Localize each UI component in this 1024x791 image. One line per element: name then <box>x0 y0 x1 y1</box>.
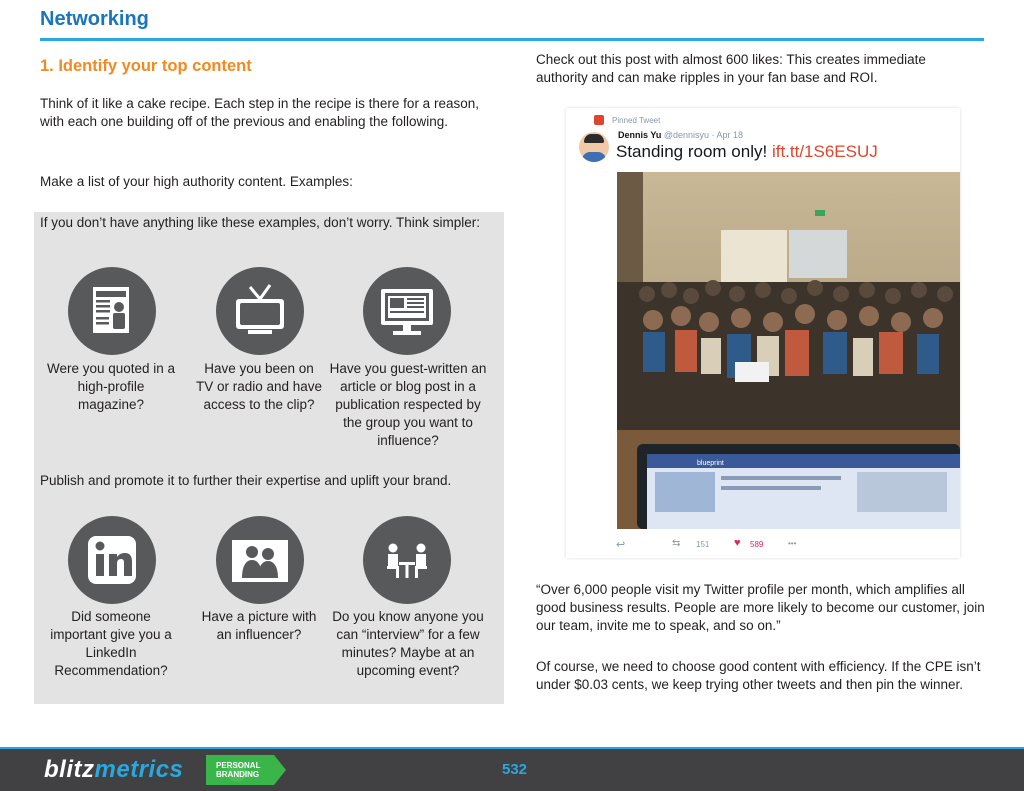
personal-branding-badge <box>206 755 286 785</box>
right-intro-paragraph: Check out this post with almost 600 likes: This creates immediate authority and can make ripples in your fan base and ROI. <box>536 52 926 85</box>
section-heading: 1. Identify your top content <box>40 57 252 75</box>
brand-logo-second: metrics <box>94 756 184 783</box>
tweet-author <box>618 130 743 140</box>
publish-paragraph: Publish and promote it to further their expertise and uplift your brand. <box>40 473 452 488</box>
brand-logo <box>44 756 183 784</box>
retweet-count: 151 <box>696 540 710 549</box>
magazine-icon <box>68 267 156 355</box>
tv-icon <box>216 267 304 355</box>
intro-paragraph: Think of it like a cake recipe. Each step in the recipe is there for a reason, with each one building off of the previous and enabling the following. <box>40 96 479 129</box>
tweet-link[interactable]: ift.tt/1S6ESUJ <box>771 142 878 161</box>
linkedin-icon <box>68 516 156 604</box>
example-caption-tv: Have you been on TV or radio and have access to the clip? <box>195 361 323 412</box>
example-caption-magazine: Were you quoted in a high-profile magazine? <box>46 361 176 412</box>
screen-text: blueprint <box>697 460 724 467</box>
author-meta: @dennisyu · Apr 18 <box>663 130 744 140</box>
footer <box>0 749 1024 791</box>
monitor-article-icon <box>363 267 451 355</box>
tweet-card <box>566 108 960 558</box>
photo-icon <box>216 516 304 604</box>
page-number: 532 <box>502 761 528 778</box>
example-caption-linkedin: Did someone important give you a LinkedIn Recommendation? <box>50 609 172 678</box>
avatar <box>579 132 609 162</box>
reply-icon[interactable]: ↩ <box>616 539 626 551</box>
example-caption-article: Have you guest-written an article or blog post in a publication respected by the group you want to influence? <box>329 361 487 448</box>
author-name: Dennis Yu <box>618 130 662 140</box>
closing-paragraph: Of course, we need to choose good content with efficiency. If the CPE isn’t under $0.03 cents, we keep trying other tweets and then pin the winner. <box>536 659 981 692</box>
badge-line1: PERSONAL <box>216 761 261 770</box>
make-list-paragraph: Make a list of your high authority content. Examples: <box>40 174 353 189</box>
brand-logo-first: blitz <box>44 756 95 783</box>
badge-line2: BRANDING <box>216 770 260 779</box>
tweet-photo <box>617 172 960 529</box>
quote-paragraph: “Over 6,000 people visit my Twitter profile per month, which amplifies all good business results. People are more likely to become our customer, join our team, invite me to speak, and so on.” <box>536 582 985 633</box>
example-caption-interview: Do you know anyone you can “interview” for a few minutes? Maybe at an upcoming event? <box>332 609 484 678</box>
page-title: Networking <box>40 8 149 30</box>
retweet-icon[interactable]: ⇆ <box>672 538 681 549</box>
crowd-photo <box>617 172 960 529</box>
like-icon[interactable]: ♥ <box>734 537 741 549</box>
box-intro-paragraph: If you don’t have anything like these examples, don’t worry. Think simpler: <box>40 215 480 230</box>
tweet-text <box>616 142 878 162</box>
header-rule <box>40 38 984 41</box>
pinned-label: Pinned Tweet <box>612 116 661 125</box>
like-count: 589 <box>750 540 764 549</box>
example-caption-photo: Have a picture with an influencer? <box>201 609 317 642</box>
interview-icon <box>363 516 451 604</box>
pin-icon <box>594 115 604 125</box>
tweet-body: Standing room only! <box>616 142 768 161</box>
more-icon[interactable]: ••• <box>788 539 797 548</box>
